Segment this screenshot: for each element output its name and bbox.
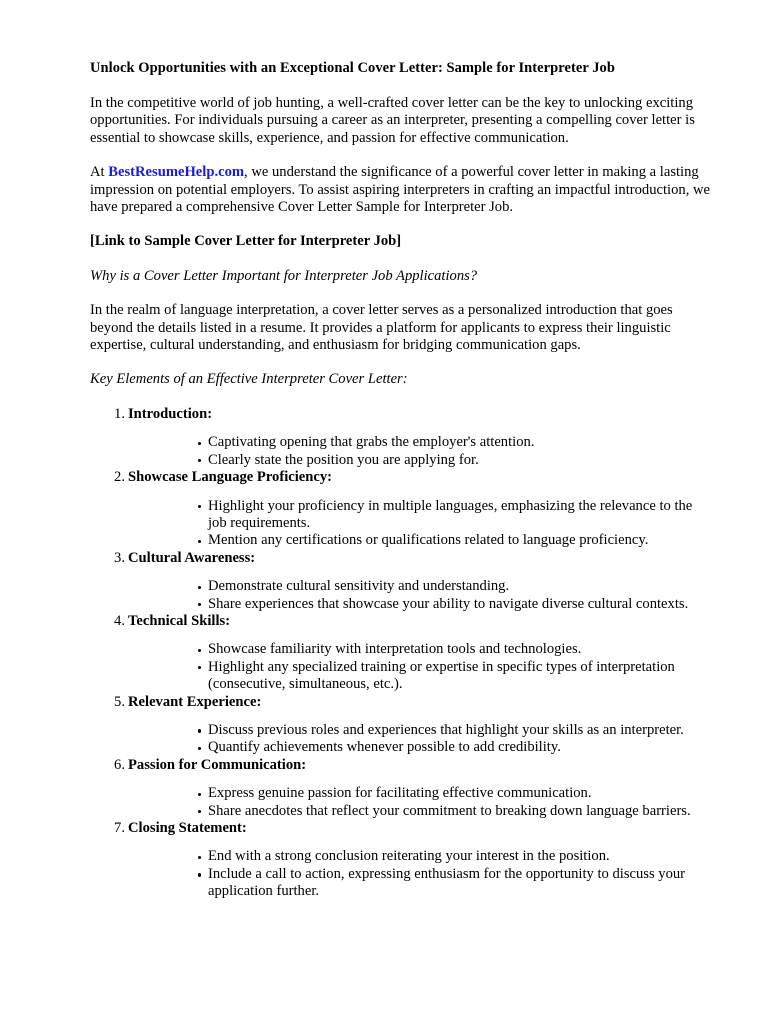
key-element-item	[90, 820, 712, 901]
list-item	[128, 452, 712, 469]
key-element-label: Closing Statement:	[128, 820, 247, 836]
list-item	[128, 785, 712, 802]
bullet-dot-icon	[198, 603, 201, 606]
bullet-dot-icon	[198, 873, 201, 876]
bullet-dot-icon	[198, 442, 201, 445]
list-item	[128, 578, 712, 595]
list-item	[128, 803, 712, 820]
promo-paragraph	[90, 164, 712, 216]
bullet-dot-icon	[198, 586, 201, 589]
page-title: Unlock Opportunities with an Exceptional Cover Letter: Sample for Interpreter Job	[90, 60, 615, 76]
list-item	[128, 596, 712, 613]
bullet-dot-icon	[198, 540, 201, 543]
key-element-item	[90, 613, 712, 694]
bullet-text: Highlight your proficiency in multiple languages, emphasizing the relevance to the job requirements.	[208, 497, 693, 531]
key-element-item	[90, 406, 712, 469]
bullet-text: Mention any certifications or qualifications related to language proficiency.	[208, 532, 649, 549]
key-element-label: Relevant Experience:	[128, 693, 262, 710]
key-element-item	[90, 757, 712, 820]
key-element-item	[90, 550, 712, 613]
list-number: 6.	[114, 756, 125, 773]
bullet-text: Demonstrate cultural sensitivity and understanding.	[208, 578, 510, 595]
importance-paragraph: In the realm of language interpretation, a cover letter serves as a personalized introduction that goes beyond the details listed in a resume. It provides a platform for applicants to express their linguistic expertise, cultural understanding, and enthusiasm for bridging communication gaps.	[90, 302, 673, 354]
key-element-bullets	[128, 498, 712, 550]
bullet-text: Express genuine passion for facilitating effective communication.	[208, 785, 592, 802]
document-body	[90, 60, 712, 901]
bullet-text: Quantify achievements whenever possible to add credibility.	[208, 739, 561, 756]
bullet-dot-icon	[198, 666, 201, 669]
list-item	[128, 848, 712, 865]
section-heading-key-elements: Key Elements of an Effective Interpreter Cover Letter:	[90, 371, 408, 388]
key-element-item	[90, 694, 712, 757]
bullet-dot-icon	[198, 729, 201, 732]
key-element-bullets	[128, 434, 712, 469]
bullet-text: Captivating opening that grabs the employer's attention.	[208, 434, 535, 451]
bullet-dot-icon	[198, 649, 201, 652]
bullet-dot-icon	[198, 793, 201, 796]
bullet-dot-icon	[198, 810, 201, 813]
intro-paragraph: In the competitive world of job hunting, a well-crafted cover letter can be the key to unlocking exciting opportunities. For individuals pursuing a career as an interpreter, presenting a compelling cover letter is essential to showcase skills, experience, and passion for effective communication.	[90, 95, 695, 146]
key-element-bullets	[128, 722, 712, 757]
list-number: 4.	[114, 612, 125, 629]
bullet-text: Showcase familiarity with interpretation tools and technologies.	[208, 641, 582, 658]
list-number: 5.	[114, 693, 125, 710]
bullet-text: Discuss previous roles and experiences that highlight your skills as an interpreter.	[208, 721, 684, 738]
list-item	[128, 498, 712, 533]
list-item	[128, 532, 712, 549]
bullet-text: Clearly state the position you are applying for.	[208, 451, 479, 468]
bullet-text: Include a call to action, expressing enthusiasm for the opportunity to discuss your application further.	[208, 865, 686, 900]
bullet-text: Highlight any specialized training or expertise in specific types of interpretation (consecutive, simultaneous, etc.).	[208, 658, 675, 693]
bullet-dot-icon	[198, 505, 201, 508]
key-element-bullets	[128, 641, 712, 693]
key-element-bullets	[128, 785, 712, 820]
key-element-item	[90, 469, 712, 550]
key-element-label: Cultural Awareness:	[128, 549, 256, 566]
key-element-label: Showcase Language Proficiency:	[128, 469, 333, 486]
list-item	[128, 641, 712, 658]
promo-text-before-link: At	[90, 164, 109, 181]
bullet-text: Share anecdotes that reflect your commitment to breaking down language barriers.	[208, 802, 691, 819]
bullet-dot-icon	[198, 459, 201, 462]
bullet-dot-icon	[198, 747, 201, 750]
bullet-text: Share experiences that showcase your ability to navigate diverse cultural contexts.	[208, 595, 689, 612]
bullet-text: End with a strong conclusion reiterating your interest in the position.	[208, 848, 610, 865]
list-item	[128, 866, 712, 901]
key-element-bullets	[128, 848, 712, 900]
list-item	[128, 659, 712, 694]
list-number: 7.	[114, 820, 125, 836]
key-element-bullets	[128, 578, 712, 613]
bestresumehelp-link[interactable]: BestResumeHelp.com	[108, 164, 245, 181]
sample-link-heading: [Link to Sample Cover Letter for Interpreter Job]	[90, 233, 402, 250]
list-number: 2.	[114, 469, 125, 486]
key-element-label: Introduction:	[128, 405, 213, 422]
key-element-label: Technical Skills:	[128, 612, 231, 629]
promo-text-after-link: , we understand the significance of a powerful cover letter in making a lasting impression on potential employers. To assist aspiring interpreters in crafting an impactful introduction, we have prepared a comprehensive Cover Letter Sample for Interpreter Job.	[90, 164, 711, 216]
bullet-dot-icon	[198, 856, 201, 859]
list-item	[128, 434, 712, 451]
key-elements-list	[90, 406, 712, 901]
list-number: 3.	[114, 549, 125, 566]
list-item	[128, 739, 712, 756]
section-heading-importance: Why is a Cover Letter Important for Interpreter Job Applications?	[90, 267, 478, 284]
key-element-label: Passion for Communication:	[128, 756, 307, 773]
list-item	[128, 722, 712, 739]
list-number: 1.	[114, 405, 125, 422]
